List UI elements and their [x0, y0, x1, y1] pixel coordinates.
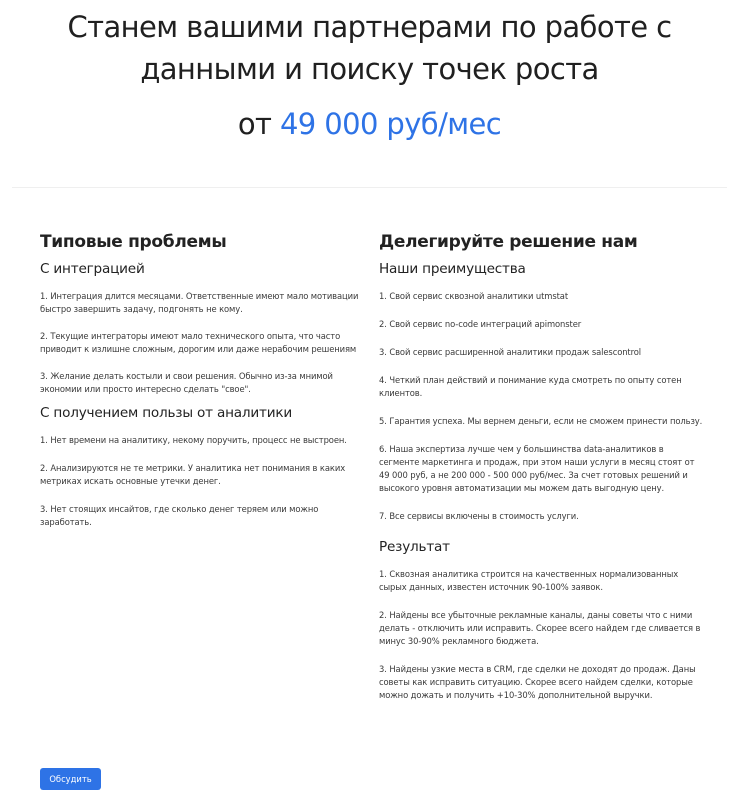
- page-title: [0, 6, 739, 90]
- results-list: [379, 568, 704, 702]
- list-item: 1. Интеграция длится месяцами. Ответственные имеют мало мотивации быстро завершить задачу, подгонять не кому.: [40, 291, 359, 314]
- discuss-button[interactable]: Обсудить: [40, 768, 101, 790]
- list-item: 2. Свой сервис no-code интеграций apimonster: [379, 319, 582, 329]
- advantages-list: [379, 290, 704, 523]
- list-item: 5. Гарантия успеха. Мы вернем деньги, если не сможем принести пользу.: [379, 416, 703, 426]
- list-item: 1. Свой сервис сквозной аналитики utmstat: [379, 291, 568, 301]
- solution-heading: Делегируйте решение нам: [379, 232, 638, 252]
- page-title-line-1: Станем вашими партнерами по работе с: [67, 10, 672, 44]
- integration-problems-list: [40, 290, 365, 396]
- list-item: 7. Все сервисы включены в стоимость услуги.: [379, 511, 579, 521]
- list-item: 1. Нет времени на аналитику, некому поручить, процесс не выстроен.: [40, 435, 347, 445]
- solution-column: [379, 231, 704, 717]
- analytics-subheading: С получением пользы от аналитики: [40, 405, 293, 421]
- integration-subheading: С интеграцией: [40, 261, 145, 277]
- list-item: 3. Желание делать костыли и свои решения. Обычно из-за мнимой экономии или просто интересно сделать "свое".: [40, 371, 333, 394]
- result-subheading: Результат: [379, 539, 450, 555]
- list-item: 3. Свой сервис расширенной аналитики продаж salescontrol: [379, 347, 642, 357]
- list-item: 3. Найдены узкие места в CRM, где сделки не доходят до продаж. Даны советы как исправить ситуацию. Скорее всего найдем сделки, которые можно дожать и получить +10-30% дополнительной выручки.: [379, 664, 696, 700]
- problems-column: [40, 231, 365, 544]
- hero-section: [0, 0, 739, 140]
- analytics-problems-list: [40, 434, 365, 529]
- list-item: 1. Сквозная аналитика строится на качественных нормализованных сырых данных, известен источник 90-100% заявок.: [379, 569, 679, 592]
- section-divider: [12, 187, 727, 188]
- advantages-subheading: Наши преимущества: [379, 261, 526, 277]
- price-amount: 49 000 руб/мес: [279, 107, 502, 141]
- problems-heading: Типовые проблемы: [40, 232, 227, 252]
- list-item: 4. Четкий план действий и понимание куда смотреть по опыту сотен клиентов.: [379, 375, 682, 398]
- page-title-line-2: данными и поиску точек роста: [140, 52, 599, 86]
- list-item: 2. Найдены все убыточные рекламные каналы, даны советы что с ними делать - отключить или исправить. Скорее всего найдем где сливается в минус 30-90% рекламного бюджета.: [379, 610, 701, 646]
- list-item: 6. Наша экспертиза лучше чем у большинства data-аналитиков в сегменте маркетинга и продаж, при этом наши услуги в месяц стоят от 49 000 руб, а не 200 000 - 500 000 руб/мес. За счет готовых решений и высокого уровня автоматизации мы можем дать выгодную цену.: [379, 444, 695, 493]
- list-item: 2. Текущие интеграторы имеют мало технического опыта, что часто приводит к излишне сложным, дорогим или даже нерабочим решениям: [40, 331, 357, 354]
- price-line: [0, 108, 739, 140]
- list-item: 3. Нет стоящих инсайтов, где сколько денег теряем или можно заработать.: [40, 504, 319, 527]
- price-prefix: от: [237, 107, 280, 141]
- list-item: 2. Анализируются не те метрики. У аналитика нет понимания в каких метриках искать основные утечки денег.: [40, 463, 346, 486]
